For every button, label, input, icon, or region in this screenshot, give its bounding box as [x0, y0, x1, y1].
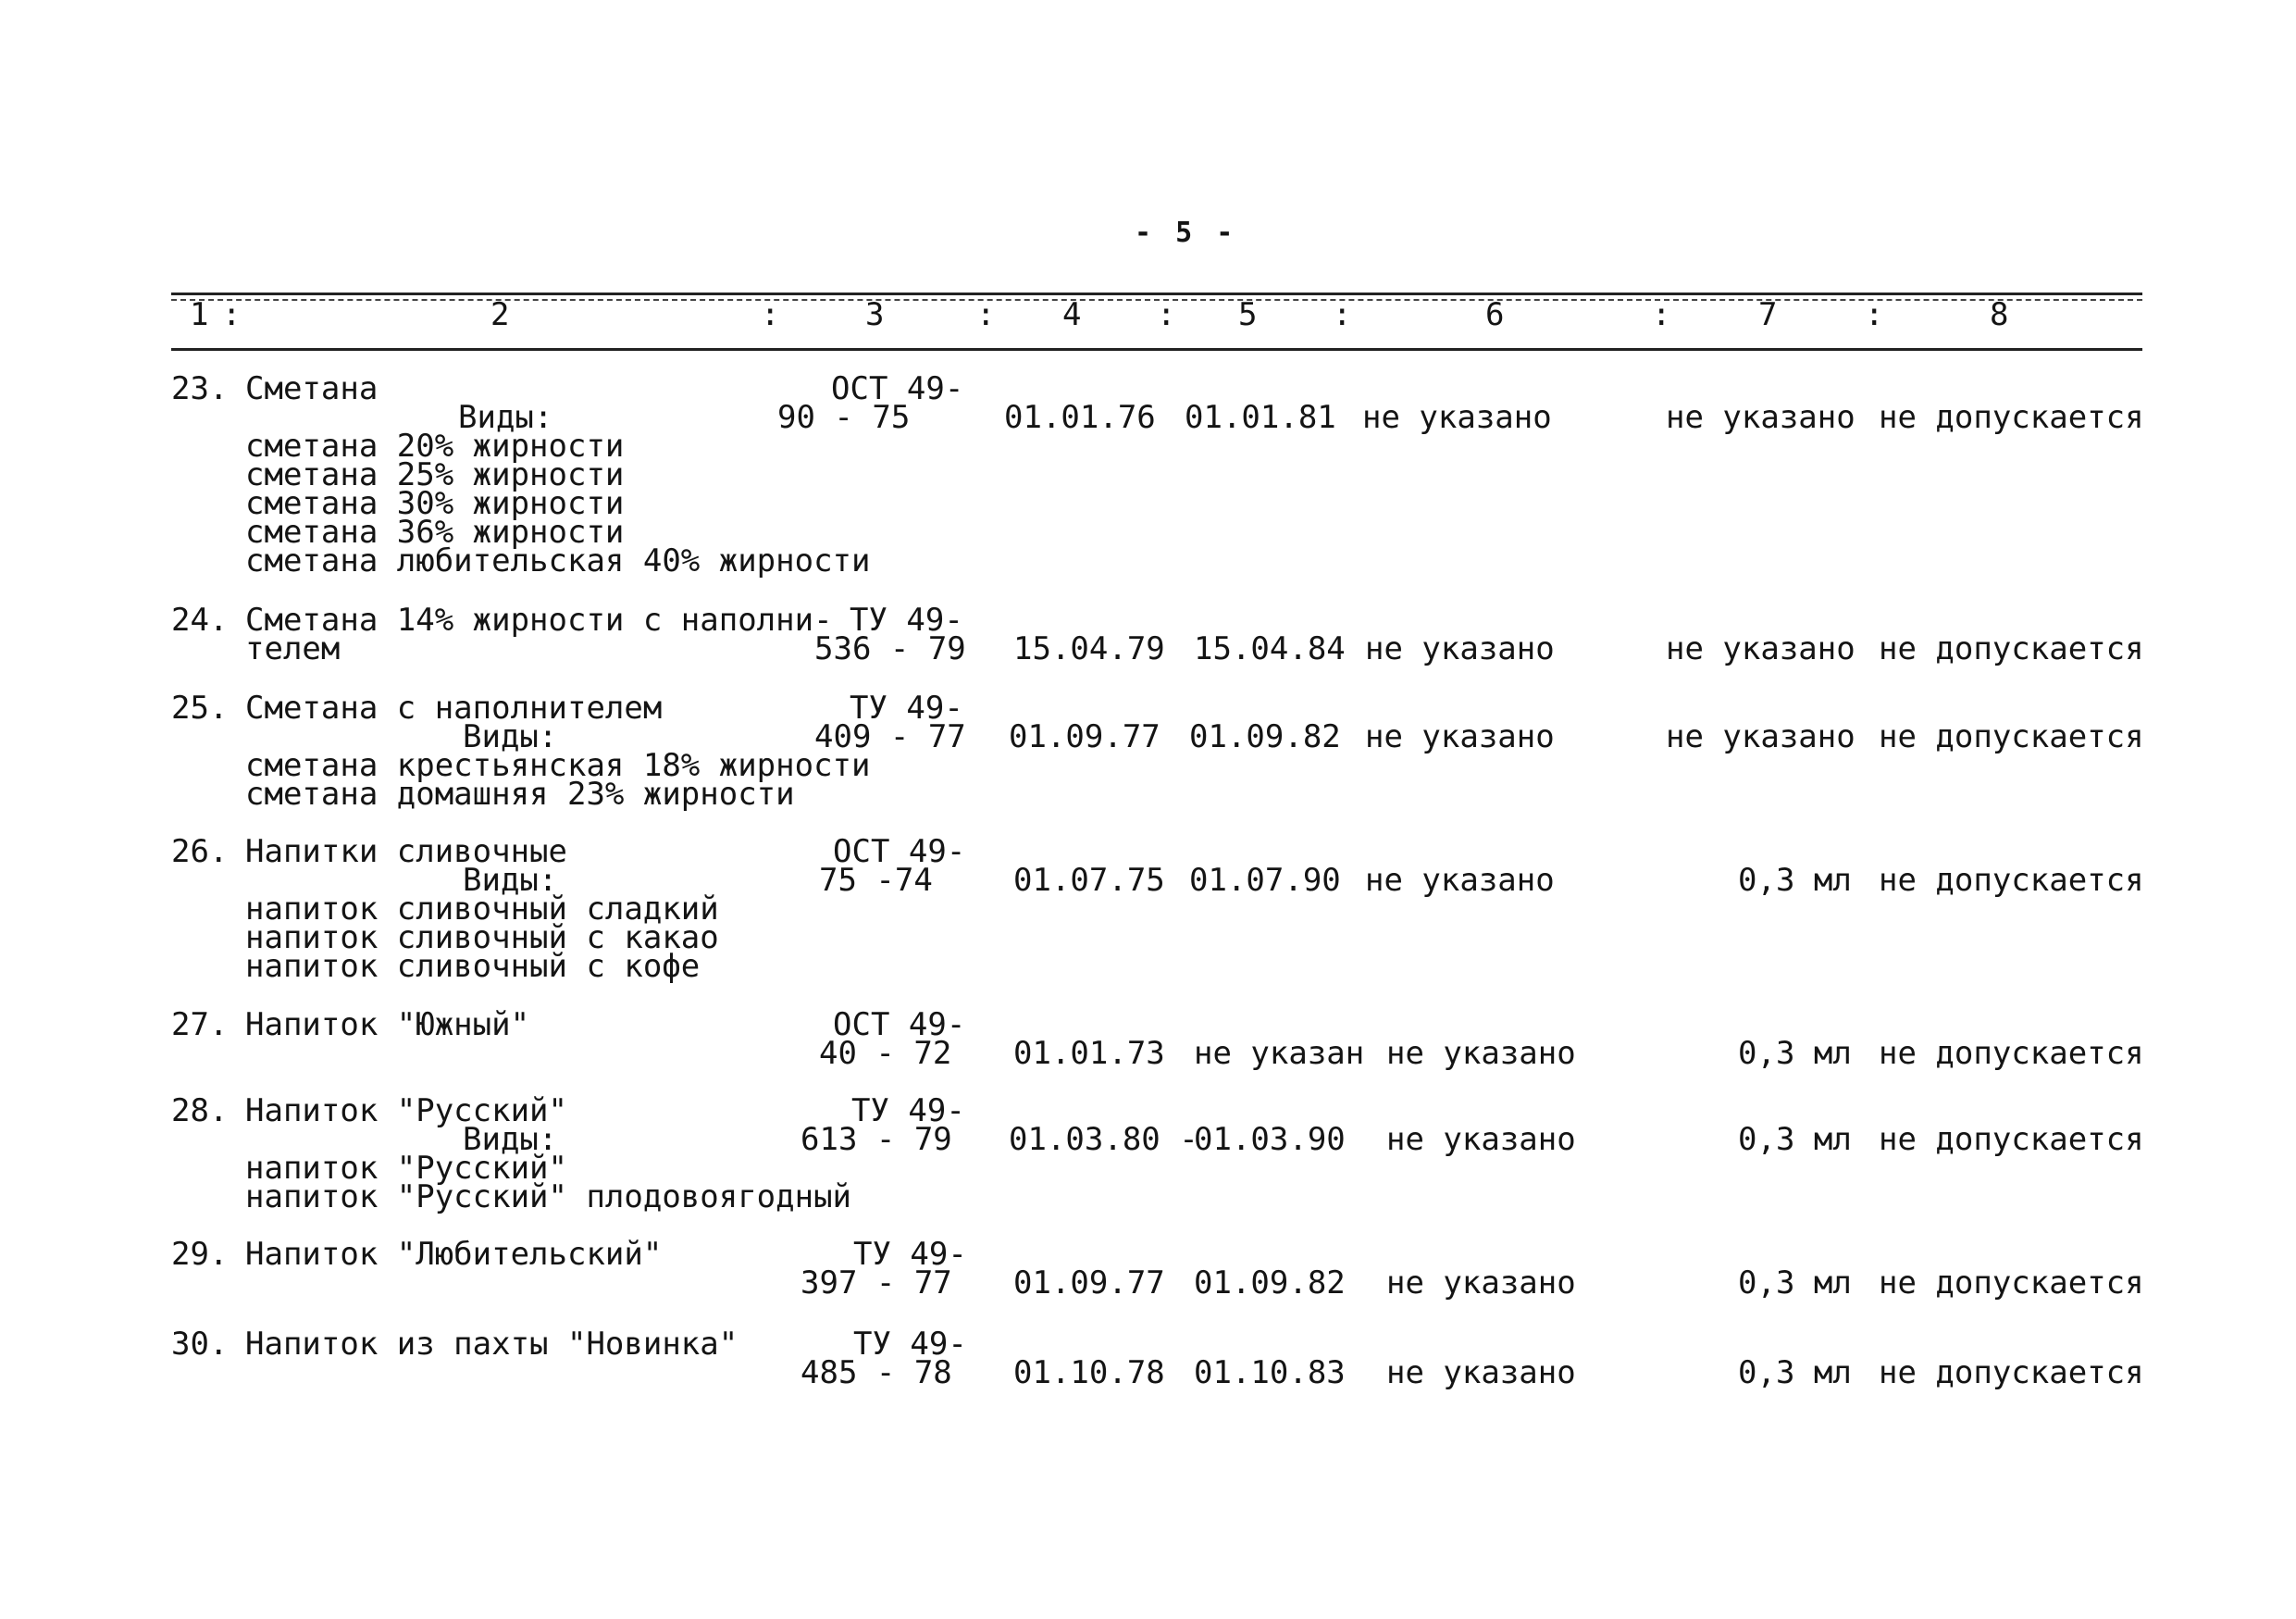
row-number: 26.	[171, 833, 229, 870]
product-type: сметана 20% жирности	[245, 428, 625, 465]
column-6-value: не указано	[1386, 1354, 1576, 1391]
row-number: 25.	[171, 690, 229, 727]
standard-code: 485 - 78	[800, 1354, 952, 1391]
start-date: 01.03.80 -	[1009, 1121, 1198, 1158]
product-type: напиток сливочный сладкий	[245, 890, 719, 928]
column-8-value: не допускается	[1879, 1035, 2144, 1072]
end-date: 01.09.82	[1194, 1264, 1346, 1301]
column-6-value: не указано	[1365, 718, 1555, 755]
product-type: напиток "Русский" плодовоягодный	[245, 1178, 852, 1215]
end-date: 01.09.82	[1189, 718, 1341, 755]
start-date: 01.01.73	[1013, 1035, 1165, 1072]
standard-code: 90 - 75	[777, 399, 911, 436]
end-date: 01.03.90	[1194, 1121, 1346, 1158]
table-top-rule	[171, 293, 2142, 295]
standard-code: ОСТ 49-	[833, 1006, 966, 1043]
column-header-5: 5	[1238, 296, 1258, 333]
product-type: сметана домашняя 23% жирности	[245, 776, 795, 813]
column-8-value: не допускается	[1879, 1264, 2144, 1301]
standard-code: 75 -74	[819, 862, 933, 899]
standard-code: 40 - 72	[819, 1035, 952, 1072]
column-header-6: 6	[1485, 296, 1505, 333]
column-header-4: 4	[1062, 296, 1082, 333]
product-type: сметана крестьянская 18% жирности	[245, 747, 871, 784]
product-type: сметана 25% жирности	[245, 456, 625, 493]
start-date: 01.10.78	[1013, 1354, 1165, 1391]
product-type: сметана любительская 40% жирности	[245, 542, 871, 579]
column-header-2: 2	[490, 296, 510, 333]
row-number: 28.	[171, 1092, 229, 1129]
column-separator: :	[761, 296, 780, 333]
column-header-8: 8	[1990, 296, 2009, 333]
column-separator: :	[1652, 296, 1671, 333]
column-7-value: 0,3 мл	[1738, 1354, 1852, 1391]
standard-code: ТУ 49-	[851, 1092, 965, 1129]
row-number: 29.	[171, 1236, 229, 1273]
standard-code: ТУ 49-	[850, 690, 963, 727]
product-type: напиток "Русский"	[245, 1150, 567, 1187]
row-number: 24.	[171, 602, 229, 639]
product-name: Напиток "Любительский"	[245, 1236, 663, 1273]
product-name: Сметана с наполнителем	[245, 690, 663, 727]
end-date: не указан	[1194, 1035, 1365, 1072]
column-7-value: не указано	[1666, 630, 1855, 667]
column-7-value: 0,3 мл	[1738, 862, 1852, 899]
start-date: 01.01.76	[1004, 399, 1156, 436]
row-number: 27.	[171, 1006, 229, 1043]
types-label: Виды:	[463, 1121, 558, 1158]
column-separator: :	[1865, 296, 1884, 333]
column-6-value: не указано	[1362, 399, 1552, 436]
standard-code: 409 - 77	[814, 718, 966, 755]
standard-code: ОСТ 49-	[831, 370, 964, 407]
start-date: 15.04.79	[1013, 630, 1165, 667]
table-header-rule	[171, 348, 2142, 351]
end-date: 01.10.83	[1194, 1354, 1346, 1391]
product-name: Напитки сливочные	[245, 833, 567, 870]
product-name: Сметана	[245, 370, 379, 407]
column-header-7: 7	[1758, 296, 1778, 333]
column-separator: :	[1333, 296, 1352, 333]
column-7-value: не указано	[1666, 399, 1855, 436]
standard-code: 536 - 79	[814, 630, 966, 667]
column-8-value: не допускается	[1879, 1354, 2144, 1391]
column-8-value: не допускается	[1879, 399, 2144, 436]
product-name: Напиток "Русский"	[245, 1092, 567, 1129]
types-label: Виды:	[463, 862, 558, 899]
column-separator: :	[976, 296, 996, 333]
product-type: напиток сливочный с какао	[245, 919, 719, 956]
product-name: Напиток "Южный"	[245, 1006, 530, 1043]
row-number: 23.	[171, 370, 229, 407]
product-type: напиток сливочный с кофе	[245, 948, 701, 985]
column-separator: :	[222, 296, 242, 333]
end-date: 01.07.90	[1189, 862, 1341, 899]
product-type: сметана 30% жирности	[245, 485, 625, 522]
column-7-value: 0,3 мл	[1738, 1035, 1852, 1072]
column-header-1: 1	[190, 296, 209, 333]
column-6-value: не указано	[1386, 1121, 1576, 1158]
product-name: Напиток из пахты "Новинка"	[245, 1326, 738, 1363]
product-type: сметана 36% жирности	[245, 514, 625, 551]
product-name: Сметана 14% жирности с наполни-	[245, 602, 833, 639]
types-label: Виды:	[458, 399, 553, 436]
start-date: 01.07.75	[1013, 862, 1165, 899]
column-6-value: не указано	[1365, 630, 1555, 667]
standard-code: ОСТ 49-	[833, 833, 966, 870]
page-number: - 5 -	[1135, 217, 1237, 249]
end-date: 01.01.81	[1185, 399, 1336, 436]
product-name-continued: телем	[245, 630, 341, 667]
column-7-value: не указано	[1666, 718, 1855, 755]
column-6-value: не указано	[1386, 1264, 1576, 1301]
column-8-value: не допускается	[1879, 862, 2144, 899]
column-7-value: 0,3 мл	[1738, 1264, 1852, 1301]
column-7-value: 0,3 мл	[1738, 1121, 1852, 1158]
column-header-3: 3	[865, 296, 885, 333]
standard-code: ТУ 49-	[850, 602, 963, 639]
standard-code: ТУ 49-	[853, 1326, 967, 1363]
types-label: Виды:	[463, 718, 558, 755]
column-8-value: не допускается	[1879, 718, 2144, 755]
column-8-value: не допускается	[1879, 1121, 2144, 1158]
start-date: 01.09.77	[1009, 718, 1160, 755]
column-8-value: не допускается	[1879, 630, 2144, 667]
standard-code: 613 - 79	[800, 1121, 952, 1158]
end-date: 15.04.84	[1194, 630, 1346, 667]
standard-code: 397 - 77	[800, 1264, 952, 1301]
standard-code: ТУ 49-	[853, 1236, 967, 1273]
column-separator: :	[1157, 296, 1176, 333]
column-6-value: не указано	[1386, 1035, 1576, 1072]
start-date: 01.09.77	[1013, 1264, 1165, 1301]
column-6-value: не указано	[1365, 862, 1555, 899]
row-number: 30.	[171, 1326, 229, 1363]
